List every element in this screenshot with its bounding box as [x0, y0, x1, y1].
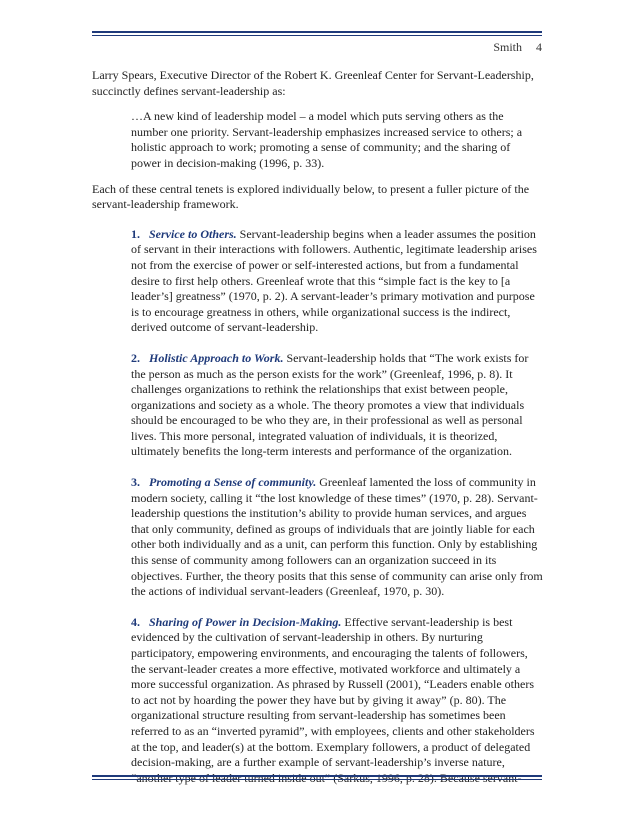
tenet-number: 4. [131, 614, 140, 629]
header-rule [92, 31, 542, 36]
footer-rule [92, 775, 542, 780]
tenet-holistic-approach [131, 351, 544, 460]
tenet-heading: Sharing of Power in Decision-Making. [149, 614, 342, 629]
document-body [92, 68, 544, 801]
page-number: 4 [536, 40, 542, 54]
tenet-number: 2. [131, 350, 140, 365]
tenet-sense-of-community [131, 475, 544, 600]
tenet-number: 1. [131, 226, 140, 241]
tenet-text: Effective servant-leadership is best evidenced by the cultivation of servant-leadership in others. By nurturing participatory, empowering environments, and encouraging the talents of followers, the servant-leader creates a more effective, motivated workforce and ultimately a more successful organization. As phrased by Russell (2001), “Leaders enable others to act not by hoarding the power they have but by giving it away” (p. 80). The organizational structure resulting from servant-leadership has sometimes been referred to as an “inverted pyramid”, with employees, clients and other stakeholders at the top, and leader(s) at the bottom. Exemplary followers, a product of delegated decision-making, are a further example of servant-leadership’s inverse nature, “another type of leader turned inside out” (Sarkus, 1996, p. 28). Because servant- [131, 614, 535, 785]
author-name: Smith [493, 40, 522, 54]
tenet-service-to-others [131, 227, 544, 336]
block-quote: …A new kind of leadership model – a model which puts serving others as the number one priority. Servant-leadership emphasizes increased service to others; a holistic approach to work; promoting a sense of community; and the sharing of power in decision-making (1996, p. 33). [131, 109, 523, 170]
intro-paragraph: Larry Spears, Executive Director of the Robert K. Greenleaf Center for Servant-Leadership, succinctly defines servant-leadership as: [92, 68, 534, 98]
tenet-heading: Service to Others. [149, 226, 237, 241]
tenet-number: 3. [131, 475, 140, 490]
tenet-heading: Holistic Approach to Work. [149, 350, 284, 365]
tenet-text: Servant-leadership begins when a leader assumes the position of servant in their interactions with followers. Authentic, legitimate leadership arises not from the exercise of power or self-interested actions, but from a fundamental desire to first help others. Greenleaf wrote that this “simple fact is the key to [a leader’s] greatness” (1970, p. 2). A servant-leader’s primary motivation and purpose is to encourage greatness in others, while organizational success is the indirect, derived outcome of servant-leadership. [131, 226, 537, 335]
tenet-heading: Promoting a Sense of community. [149, 475, 317, 490]
tenet-text: Greenleaf lamented the loss of community in modern society, calling it “the lost knowledge of these times” (1970, p. 28). Servant-leadership questions the institution’s ability to provide human services, and argues that only community, defined as groups of individuals that are jointly liable for each other both individually and as a unit, can perform this function. Only by establishing this sense of community among followers can an organization succeed in its objectives. Further, the theory posits that this sense of community can arise only from the actions of individual servant-leaders (Greenleaf, 1970, p. 30). [131, 475, 543, 599]
tenet-text: Servant-leadership holds that “The work exists for the person as much as the person exists for the work” (Greenleaf, 1996, p. 8). It challenges organizations to rethink the relationships that exist between people, organizations and society as a whole. The theory promotes a view that individuals should be encouraged to be who they are, in their professional as well as personal lives. This more personal, integrated valuation of individuals, it is theorized, ultimately benefits the long-term interests and performance of the organization. [131, 350, 529, 459]
transition-paragraph: Each of these central tenets is explored individually below, to present a fuller picture of the servant-leadership framework. [92, 181, 530, 212]
tenet-sharing-of-power [131, 615, 544, 787]
running-head [479, 40, 542, 55]
